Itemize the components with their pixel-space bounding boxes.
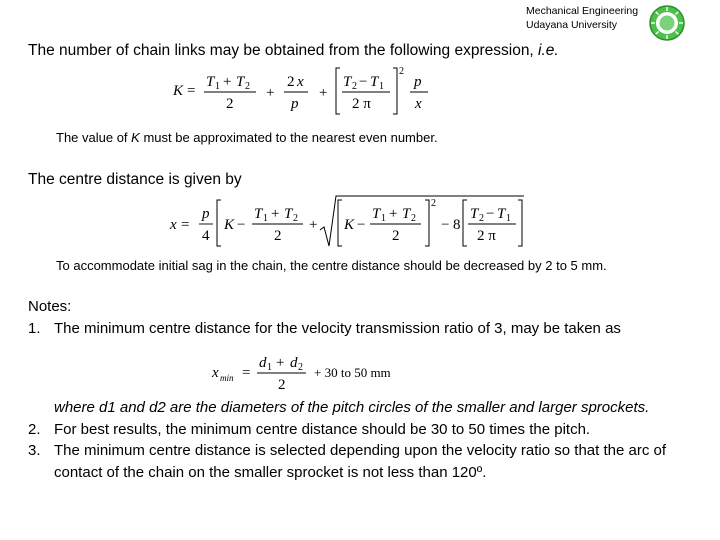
d1-subscript: 1 xyxy=(267,362,272,373)
note-number: 3. xyxy=(28,442,41,459)
t2-symbol: T xyxy=(236,74,245,90)
t2-subscript: 2 xyxy=(352,81,357,92)
d1-symbol: d xyxy=(259,355,267,371)
svg-text:2: 2 xyxy=(293,213,298,224)
svg-text:+: + xyxy=(389,206,398,222)
p-symbol: p xyxy=(414,74,422,90)
minus-sign: − xyxy=(359,74,368,90)
square-exponent: 2 xyxy=(431,198,436,209)
university-seal-icon xyxy=(648,4,686,42)
note-item-1 xyxy=(28,318,708,340)
svg-text:2: 2 xyxy=(479,213,484,224)
note-item-3 xyxy=(28,440,708,483)
svg-text:1: 1 xyxy=(263,213,268,224)
p-symbol: p xyxy=(291,96,299,112)
university-name: Udayana University xyxy=(526,19,618,31)
institution-header xyxy=(526,4,648,32)
svg-text:T: T xyxy=(372,206,381,222)
note-text: The minimum centre distance is selected depending upon the velocity ratio so that the arc of contact of the chain on the smaller sprocket is not less than 120º. xyxy=(54,442,667,481)
x-symbol: x xyxy=(212,365,219,381)
centre-distance-intro: The centre distance is given by xyxy=(28,171,242,188)
plus-sign: + xyxy=(309,217,318,233)
k-note-symbol: K xyxy=(131,130,140,145)
where-clause: where d1 and d2 are the diameters of the pitch circles of the smaller and larger sprockets. xyxy=(54,399,650,416)
t2-subscript: 2 xyxy=(245,81,250,92)
svg-text:T: T xyxy=(497,206,506,222)
two-pi-denominator: 2 π xyxy=(352,96,371,112)
xmin-formula-row xyxy=(28,339,708,397)
equals-sign: = xyxy=(187,83,196,99)
svg-text:T: T xyxy=(402,206,411,222)
denominator-two: 2 xyxy=(226,96,234,112)
k-symbol: K xyxy=(224,217,235,233)
t1-symbol: T xyxy=(206,74,215,90)
note-item-1-where xyxy=(28,397,708,419)
denominator-two: 2 xyxy=(278,377,286,393)
svg-text:2: 2 xyxy=(392,228,400,244)
minus-sign: − xyxy=(441,217,450,233)
svg-text:+: + xyxy=(271,206,280,222)
p-symbol: p xyxy=(202,206,210,222)
note-number: 1. xyxy=(28,319,41,337)
intro-text: The number of chain links may be obtained from the following expression, xyxy=(28,42,539,59)
sag-adjustment-note: To accommodate initial sag in the chain, the centre distance should be decreased by 2 to 5 mm. xyxy=(56,258,607,273)
t1-subscript: 1 xyxy=(379,81,384,92)
svg-text:T: T xyxy=(470,206,479,222)
square-exponent: 2 xyxy=(399,66,404,77)
plus-sign: + xyxy=(223,74,232,90)
svg-text:−: − xyxy=(486,206,495,222)
k-approximation-note xyxy=(56,130,438,145)
svg-text:2: 2 xyxy=(274,228,282,244)
four-denominator: 4 xyxy=(202,228,210,244)
intro-ie: i.e. xyxy=(538,42,559,59)
svg-text:T: T xyxy=(254,206,263,222)
note-text: For best results, the minimum centre distance should be 30 to 50 times the pitch. xyxy=(54,420,591,438)
note-indent xyxy=(28,397,54,419)
svg-text:T: T xyxy=(284,206,293,222)
t2-symbol: T xyxy=(343,74,352,90)
t1-subscript: 1 xyxy=(215,81,220,92)
svg-text:2: 2 xyxy=(411,213,416,224)
note-number: 2. xyxy=(28,420,41,438)
two-coefficient: 2 xyxy=(287,74,295,90)
two-pi-denominator: 2 π xyxy=(477,228,496,244)
notes-section xyxy=(28,296,708,483)
plus-sign: + xyxy=(276,355,285,371)
centre-distance-formula xyxy=(168,192,530,250)
svg-text:1: 1 xyxy=(506,213,511,224)
k-symbol: K xyxy=(344,217,355,233)
svg-text:=: = xyxy=(242,365,251,381)
k-note-prefix: The value of xyxy=(56,130,132,145)
minus-sign: − xyxy=(237,217,246,233)
plus-sign: + xyxy=(266,85,275,101)
x-symbol: x xyxy=(297,74,304,90)
minus-sign: − xyxy=(357,217,366,233)
chain-links-intro xyxy=(28,42,559,60)
plus-sign: + xyxy=(319,85,328,101)
note-text: The minimum centre distance for the velocity transmission ratio of 3, may be taken as xyxy=(54,319,621,337)
note-item-2 xyxy=(28,419,708,441)
offset-range: + 30 to 50 mm xyxy=(314,365,391,380)
x-symbol: x xyxy=(170,217,177,233)
d2-subscript: 2 xyxy=(298,362,303,373)
svg-text:1: 1 xyxy=(381,213,386,224)
notes-heading: Notes: xyxy=(28,298,72,315)
min-subscript: min xyxy=(220,373,234,383)
eight-coefficient: 8 xyxy=(453,217,461,233)
k-note-suffix: must be approximated to the nearest even number. xyxy=(139,130,438,145)
d2-symbol: d xyxy=(290,355,298,371)
t1-symbol: T xyxy=(370,74,379,90)
department-name: Mechanical Engineering xyxy=(526,5,639,17)
x-symbol: x xyxy=(415,96,422,112)
svg-text:=: = xyxy=(181,217,190,233)
chain-links-formula xyxy=(170,62,440,116)
k-symbol: K xyxy=(173,83,184,99)
minimum-centre-distance-formula xyxy=(210,347,410,397)
